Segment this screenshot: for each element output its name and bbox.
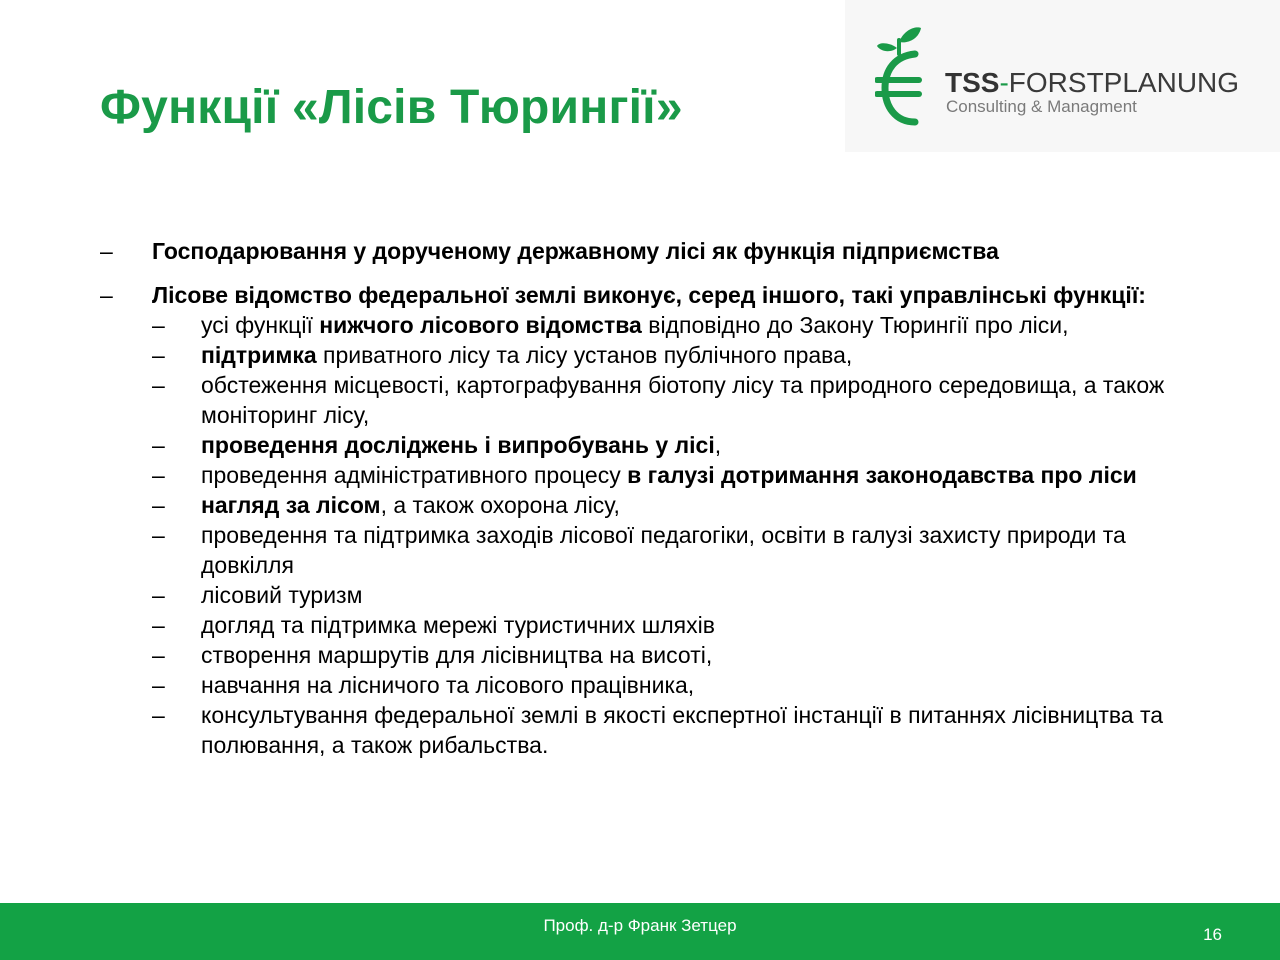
sub-bullet-item xyxy=(100,610,1180,640)
footer-author: Проф. д-р Франк Зетцер xyxy=(543,916,737,935)
bullet-dash: – xyxy=(152,612,165,638)
sub-bullet-item xyxy=(100,580,1180,610)
sub-bullet-item xyxy=(100,340,1180,370)
sub-bullet-item xyxy=(100,670,1180,700)
page-number: 16 xyxy=(1203,925,1222,944)
sub-bullet-text: проведення адміністративного процесу xyxy=(201,462,628,488)
logo-brand-dash: - xyxy=(999,67,1009,98)
bullet-dash: – xyxy=(152,642,165,668)
bullet-dash: – xyxy=(100,282,113,308)
sub-bullet-text: лісовий туризм xyxy=(201,582,363,608)
sub-bullet-text: догляд та підтримка мережі туристичних шляхів xyxy=(201,612,715,638)
bullet-item xyxy=(100,236,1180,266)
footer-bar xyxy=(0,903,1280,960)
bullet-dash: – xyxy=(152,372,165,398)
logo-brand-rest: FORSTPLANUNG xyxy=(1008,67,1240,98)
bullet-dash: – xyxy=(152,582,165,608)
bullet-text: Господарювання у дорученому державному лісі як функція підприємства xyxy=(152,238,999,264)
sub-bullet-text: створення маршрутів для лісівництва на висоті, xyxy=(201,642,713,668)
bullet-dash: – xyxy=(152,672,165,698)
sub-bullet-text: , а також охорона лісу, xyxy=(380,492,620,518)
sub-bullet-text: проведення та підтримка заходів лісової педагогіки, освіти в галузі захисту природи та довкілля xyxy=(201,522,1126,578)
sub-bullet-text: відповідно до Закону Тюрингії про ліси, xyxy=(641,312,1069,338)
bullet-dash: – xyxy=(152,312,165,338)
logo-wordmark xyxy=(945,66,1239,100)
sub-bullet-bold-text: нагляд за лісом xyxy=(201,492,381,518)
bullet-list xyxy=(100,236,1180,760)
sub-bullet-bold-text: нижчого лісового відомства xyxy=(319,312,642,338)
sub-bullet-item xyxy=(100,700,1180,760)
sub-bullet-item xyxy=(100,490,1180,520)
sub-bullet-item xyxy=(100,460,1180,490)
bullet-dash: – xyxy=(152,432,165,458)
bullet-dash: – xyxy=(152,492,165,518)
bullet-text: Лісове відомство федеральної землі виконує, серед іншого, такі управлінські функції: xyxy=(152,282,1146,308)
bullet-dash: – xyxy=(152,522,165,548)
sub-bullet-bold-text: в галузі дотримання законодавства про ліси xyxy=(627,462,1137,488)
sub-bullet-text: , xyxy=(714,432,722,458)
slide-title: Функції «Лісів Тюрингії» xyxy=(100,81,683,134)
bullet-dash: – xyxy=(100,238,113,264)
bullet-dash: – xyxy=(152,342,165,368)
sub-bullet-bold-text: проведення досліджень і випробувань у лісі xyxy=(201,432,715,458)
sub-bullet-item xyxy=(100,520,1180,580)
sub-bullet-bold-text: підтримка xyxy=(201,342,317,368)
sub-bullet-text: усі функції xyxy=(201,312,320,338)
sub-bullet-text: приватного лісу та лісу установ публічного права, xyxy=(316,342,853,368)
bullet-dash: – xyxy=(152,462,165,488)
sub-bullet-item xyxy=(100,640,1180,670)
logo-brand-bold: TSS xyxy=(945,67,1000,98)
bullet-item xyxy=(100,280,1180,310)
euro-sprout-icon xyxy=(875,26,943,126)
sub-bullet-item xyxy=(100,430,1180,460)
bullet-dash: – xyxy=(152,702,165,728)
sub-bullet-text: обстеження місцевості, картографування біотопу лісу та природного середовища, а також моніторинг лісу, xyxy=(201,372,1165,428)
sub-bullet-text: навчання на лісничого та лісового працівника, xyxy=(201,672,695,698)
sub-bullet-text: консультування федеральної землі в якості експертної інстанції в питаннях лісівництва та полювання, а також рибальства. xyxy=(201,702,1164,758)
sub-bullet-item xyxy=(100,310,1180,340)
logo-subtitle: Consulting & Managment xyxy=(946,97,1137,116)
sub-bullet-item xyxy=(100,370,1180,430)
company-logo xyxy=(845,0,1280,152)
